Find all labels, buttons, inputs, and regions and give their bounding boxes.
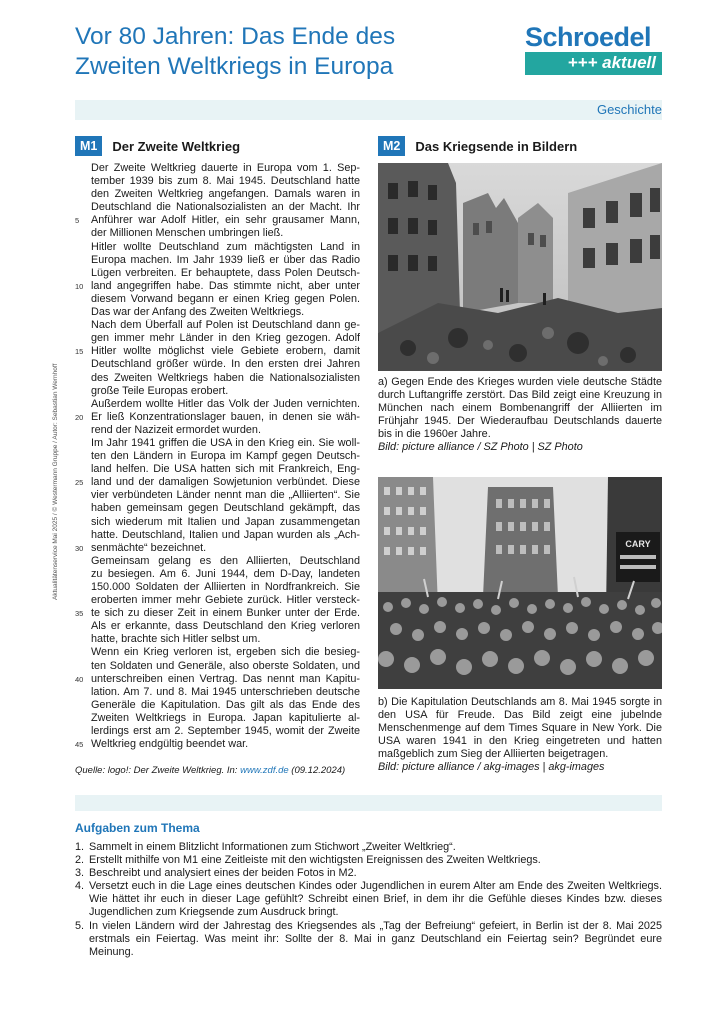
m1-text-line: senmächte“ bezeichnet. — [91, 541, 207, 554]
task-item — [75, 867, 662, 880]
m1-text-line: Nach dem Überfall auf Polen ist Deutschland dann ge- — [91, 319, 360, 332]
m1-text-line: gen immer mehr Länder in den Krieg gezogen. Adolf — [91, 332, 360, 345]
page-title-line-1: Vor 80 Jahren: Das Ende des — [75, 23, 396, 50]
m1-text-line: land und der damaligen Sowjetunion verbündet. Diese — [91, 476, 360, 489]
m1-text-line: rend der Nazizeit ermordet wurden. — [91, 423, 261, 436]
line-number: 30 — [75, 543, 84, 553]
subject-bar — [75, 100, 662, 120]
m1-text-line: hatte, brachte sich Hitler selbst um. — [91, 633, 261, 646]
source-prefix: Quelle: logo!: Der Zweite Weltkrieg. In: — [75, 765, 241, 776]
m1-text-line: Zweiten Weltkriegs in Europa. Japan kapitulierte al- — [91, 711, 360, 724]
m1-text-line: land angegriffen habe. Das stimmte nicht, aber unter — [91, 279, 360, 292]
task-text: Versetzt euch in die Lage eines deutschen Kindes oder Jugendlichen in eurem Alter am Ende des Zweiten Weltkriegs. Wie hättet ihr euch in dieser Lage gefühlt? Schreibt einen Brief, in dem ihr die Gefühle dieses Kindes bzw. dieses Jugendlichen zum Kriegsende zum Ausdruck bringt. — [89, 880, 662, 919]
m1-text-line: Anführer war Adolf Hitler, ein sehr grausamer Mann, — [91, 214, 360, 227]
m1-text-line: Hitler wollte möglichst viele Gebiete erobern, damit — [91, 345, 360, 358]
photo-destroyed-munich-image — [378, 163, 662, 371]
m1-title: Der Zweite Weltkrieg — [112, 138, 241, 154]
m1-text-line: hatte. Deutschland, Italien und Japan wurden als „Ach- — [91, 528, 360, 541]
page-title — [75, 22, 495, 82]
m1-text-line: Europa machen. Im Jahr 1939 ließ er über das Radio — [91, 253, 360, 266]
task-item — [75, 841, 662, 854]
task-number: 5. — [75, 919, 85, 932]
m1-text-line: Außerdem wollte Hitler das Volk der Juden vernichten. — [91, 397, 360, 410]
page-title-line-2: Zweiten Weltkriegs in Europa — [75, 53, 394, 80]
m1-text-line: des Zweiten Weltkriegs haben die Nationalsozialisten — [91, 371, 360, 384]
m1-text-line: Der Zweite Weltkrieg dauerte in Europa vom 1. Sep- — [91, 162, 360, 174]
m1-text-line: 150.000 Soldaten der Alliierten in Nordfrankreich. Sie — [91, 581, 360, 593]
m1-text-line: zu besiegen. Am 6. Juni 1944, dem D-Day, landeten — [91, 567, 360, 580]
photo-times-square-image — [378, 477, 662, 689]
m1-text-line: Im Jahr 1941 griffen die USA in den Krieg ein. Sie woll- — [91, 436, 360, 449]
source-link[interactable]: www.zdf.de — [240, 765, 289, 776]
m1-text-line: den Zweiten Weltkrieg angefangen. Damals waren in — [91, 188, 360, 201]
m1-heading — [75, 136, 240, 156]
m1-text-line: diesem Vorwand begann er einen Krieg gegen Polen. — [91, 292, 360, 305]
subject-label: Geschichte — [596, 102, 662, 117]
m1-text-line: land helfen. Die USA hatten sich mit Frankreich, Eng- — [91, 463, 360, 476]
m2-heading — [378, 136, 577, 156]
m1-text-line: ten den Ländern in Europa im Kampf gegen Deutsch- — [91, 450, 360, 463]
m1-text-line: sich wiederum mit Italien und Japan zusammengetan — [91, 515, 360, 528]
photo-times-square — [378, 477, 662, 689]
line-number: 5 — [75, 216, 80, 226]
m1-text-line: Er ließ Konzentrationslager bauen, in denen sie wäh- — [91, 410, 360, 423]
line-number: 15 — [75, 347, 84, 357]
caption-photo-b — [378, 696, 662, 775]
line-number: 40 — [75, 674, 84, 684]
photo-destroyed-munich — [378, 163, 662, 371]
caption-a-text: a) Gegen Ende des Krieges wurden viele deutsche Städte durch Luftangriffe zerstört. Das Bild zeigt eine Kreuzung in München nach einem Bombenangriff der Alliierten im Frühjahr 1945. Der Wiederaufbau Deutschlands dauerte bis in die 1960er Jahre. — [378, 376, 662, 441]
m1-text-line: ten Soldaten und Generäle, also oberste Soldaten, und — [91, 659, 360, 672]
m1-text-line: Lügen verbreiten. Er behauptete, dass Polen Deutsch- — [91, 266, 360, 279]
task-item — [75, 854, 662, 867]
m1-text-line: Wenn ein Krieg verloren ist, ergeben sich die besieg- — [91, 646, 360, 659]
task-text: In vielen Ländern wird der Jahrestag des Kriegsendes als „Tag der Befreiung“ gefeiert, in Berlin ist der 8. Mai 2025 erstmals ein Feiertag. Was meint ihr: Sollte der 8. Mai in ganz Deutschland ein Feiertag sein? Begründet eure Meinung. — [89, 919, 662, 958]
line-number: 20 — [75, 412, 84, 422]
publisher-logo — [525, 22, 662, 75]
m1-text-line: der Millionen Menschen umbringen ließ. — [91, 227, 284, 240]
m1-text-line: eroberten immer mehr Gebiete zurück. Hitler versteck- — [91, 594, 360, 607]
task-text: Erstellt mithilfe von M1 eine Zeitleiste mit den wichtigsten Ereignissen des Zweiten Weltkriegs. — [89, 854, 541, 867]
task-number: 3. — [75, 867, 85, 880]
caption-b-text: b) Die Kapitulation Deutschlands am 8. Mai 1945 sorgte in den USA für Freude. Das Bild zeigt eine jubelnde Menschenmenge auf dem Times Square in New York. Die USA waren 1941 in den Krieg eingetreten und hatten maßgeblich zum Sieg der Alliierten beigetragen. — [378, 696, 662, 761]
line-number: 35 — [75, 609, 84, 619]
m1-badge: M1 — [75, 136, 102, 156]
m1-text-line: lation. Am 7. und 8. Mai 1945 unterschrieben deutsche — [91, 685, 360, 698]
m1-text-line: tember 1939 bis zum 8. Mai 1945. Deutschland hatte — [91, 175, 360, 188]
m1-text-line: Deutschland die Nationalsozialisten an der Macht. Ihr — [91, 201, 360, 214]
task-text: Sammelt in einem Blitzlicht Informationen zum Stichwort „Zweiter Weltkrieg“. — [89, 841, 456, 853]
m1-text-line: Gemeinsam gelang es den Alliierten, Deutschland — [91, 554, 360, 567]
tasks-bar — [75, 795, 662, 811]
source-suffix: (09.12.2024) — [288, 765, 346, 776]
line-number: 25 — [75, 478, 84, 488]
m1-text-line: große Teile Europas erobert. — [91, 384, 229, 397]
m1-text-line: Deutschland größer würde. In den ersten drei Jahren — [91, 358, 360, 371]
caption-a-credit: Bild: picture alliance / SZ Photo | SZ Photo — [378, 441, 583, 454]
caption-photo-a — [378, 376, 662, 455]
m1-text-line: vier verbündeten Länder nennt man die „Alliierten“. Sie — [91, 489, 360, 502]
m1-body-text — [91, 162, 360, 751]
m1-text-line: haben gemeinsam gegen Deutschland gekämpft, das — [91, 502, 360, 515]
sidebar-credit — [52, 330, 62, 600]
logo-band: +++ aktuell — [525, 52, 662, 75]
m2-title: Das Kriegsende in Bildern — [415, 138, 578, 154]
m1-text-line: Als er erkannte, dass Deutschland den Krieg verloren — [91, 620, 360, 633]
m1-text-line: Generäle die Kapitulation. Das gilt als das Ende des — [91, 698, 360, 711]
m1-text-line: lerdings erst am 2. September 1945, womit der Zweite — [91, 725, 360, 738]
m1-text-line: Weltkrieg endgültig beendet war. — [91, 738, 249, 751]
m1-text-line: Hitler wollte Deutschland zum mächtigsten Land in — [91, 240, 360, 253]
caption-b-credit: Bild: picture alliance / akg-images | akg-images — [378, 761, 605, 774]
sign-text: CARY — [625, 539, 651, 549]
task-text: Beschreibt und analysiert eines der beiden Fotos in M2. — [89, 867, 357, 880]
m1-source — [75, 765, 345, 776]
tasks-list — [75, 841, 662, 959]
logo-wordmark: Schroedel — [525, 22, 652, 52]
tasks-title: Aufgaben zum Thema — [75, 821, 200, 835]
task-number: 2. — [75, 854, 85, 867]
sidebar-credit-text: Aktualitätenservice Mai 2025 / © Westermann Gruppe / Autor: Sebastian Wernhoff — [52, 363, 59, 600]
task-number: 1. — [75, 841, 85, 853]
task-item — [75, 880, 662, 919]
m1-text-line: Das war der Anfang des Zweiten Weltkriegs. — [91, 306, 305, 319]
task-item — [75, 920, 662, 959]
line-number: 45 — [75, 740, 84, 750]
m1-text-line: te sich zu dieser Zeit in einem Bunker unter der Erde. — [91, 607, 360, 620]
task-number: 4. — [75, 880, 85, 893]
line-number: 10 — [75, 281, 84, 291]
m1-text-line: unterschreiben einen Vertrag. Das nennt man Kapitu- — [91, 672, 360, 685]
m2-badge: M2 — [378, 136, 405, 156]
